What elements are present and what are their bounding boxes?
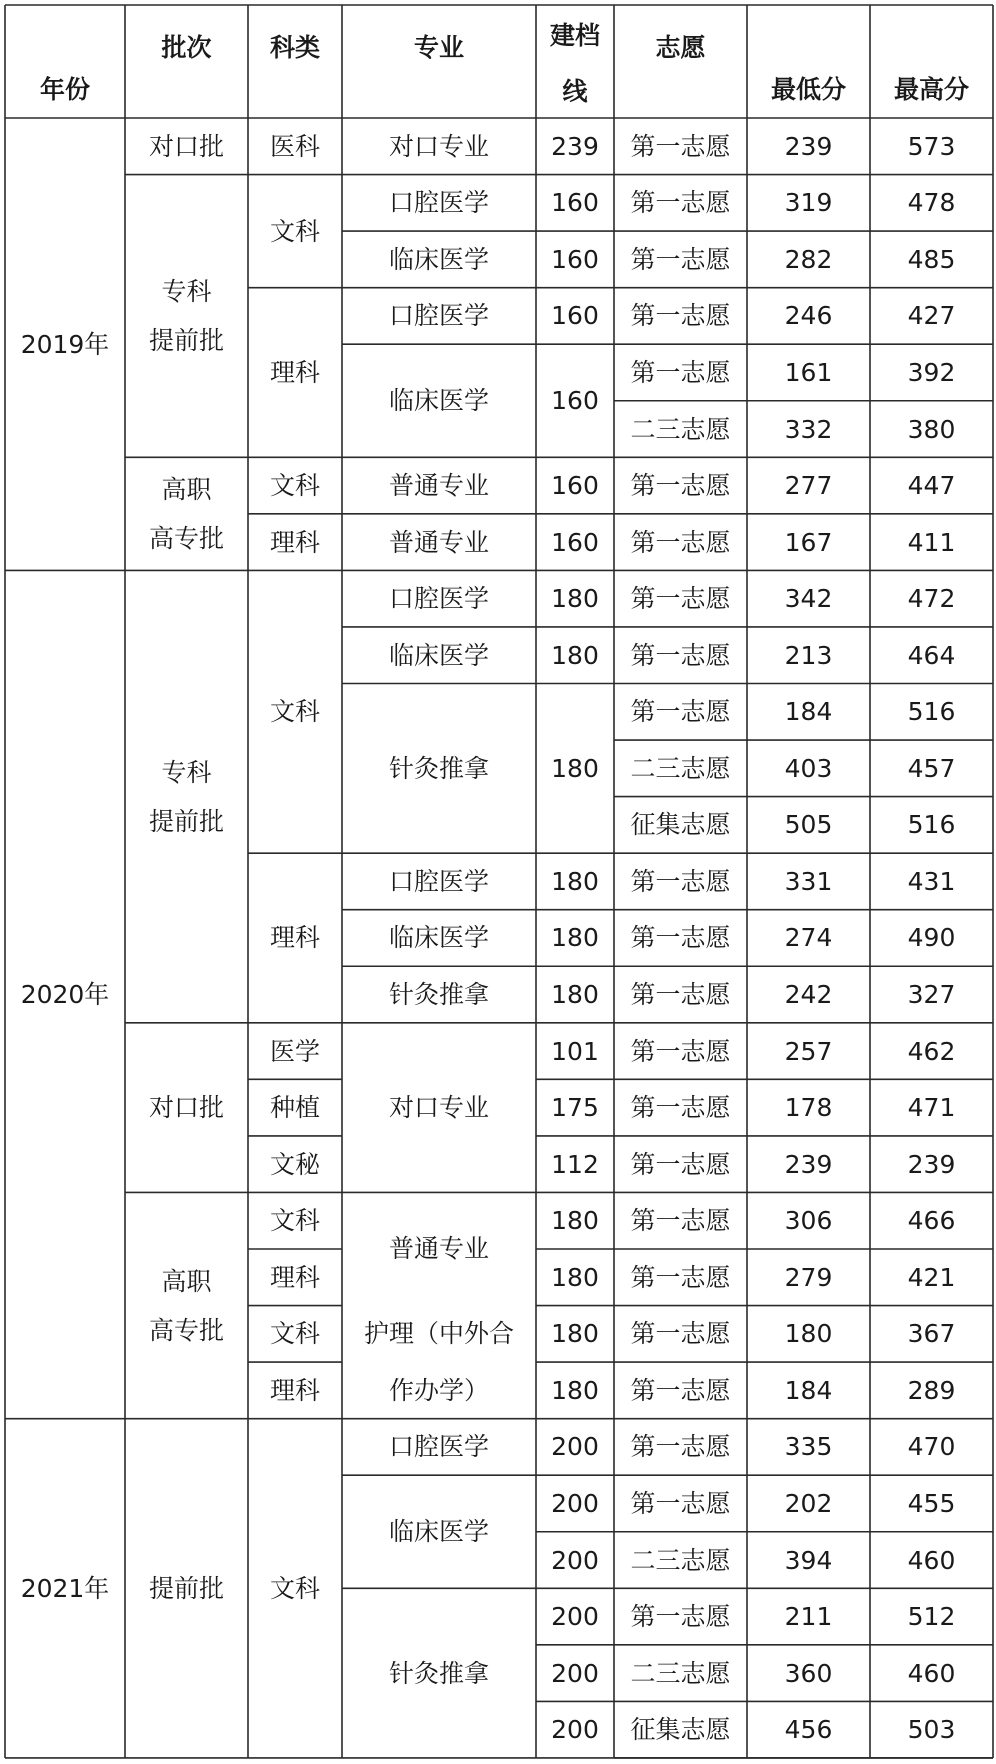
cell-max-score: 466 [907,1206,956,1236]
header-line-bottom: 线 [562,77,588,106]
admission-line-cell: 175 [551,1093,599,1123]
admission-line-cell: 200 [551,1545,599,1575]
subject-cell: 文科 [269,1319,320,1349]
admission-line-cell: 160 [551,301,599,331]
cell-choice: 第一志愿 [630,1036,731,1066]
major-cell: 口腔医学 [388,584,489,614]
batch-cell [125,570,248,1022]
admission-line-cell: 180 [551,1319,599,1349]
cell-choice: 第一志愿 [630,1093,731,1123]
cell-choice: 征集志愿 [630,1715,731,1745]
cell-max-score: 472 [907,584,956,614]
subject-cell: 文科 [269,471,320,501]
admission-line-cell: 180 [551,980,599,1010]
cell-min-score: 274 [784,923,833,953]
major-cell: 针灸推拿 [388,1658,489,1688]
subject-cell: 理科 [269,923,320,953]
header-batch: 批次 [161,33,212,62]
cell-choice: 第一志愿 [630,866,731,896]
cell-max-score: 573 [907,131,956,161]
cell-choice: 第一志愿 [630,244,731,274]
year-2021: 2021年 [20,1573,110,1603]
cell-max-score: 421 [907,1262,956,1292]
cell-min-score: 342 [784,584,833,614]
cell-min-score: 505 [784,810,833,840]
batch-cell: 对口批 [148,131,224,161]
admission-line-cell: 239 [551,131,599,161]
major-cell: 针灸推拿 [388,980,489,1010]
cell-choice: 二三志愿 [630,753,731,783]
cell-max-score: 327 [907,980,956,1010]
admission-line-cell: 180 [551,866,599,896]
cell-max-score: 457 [907,753,956,783]
cell-choice: 征集志愿 [630,810,731,840]
admission-line-cell: 160 [551,188,599,218]
cell-min-score: 178 [784,1093,833,1123]
cell-choice: 第一志愿 [630,131,731,161]
cell-max-score: 516 [907,810,956,840]
cell-min-score: 360 [784,1658,833,1688]
cell-max-score: 411 [907,527,956,557]
cell-min-score: 213 [784,640,833,670]
year-2020: 2020年 [20,980,110,1010]
batch-cell-line: 高专批 [148,523,224,553]
admission-line-cell: 180 [551,1262,599,1292]
admission-line-cell: 101 [551,1036,599,1066]
admission-line-cell: 160 [551,244,599,274]
batch-cell [125,457,248,570]
major-cell: 作办学） [388,1375,489,1405]
cell-min-score: 202 [784,1488,833,1518]
cell-max-score: 239 [907,1149,956,1179]
header-year: 年份 [39,74,90,104]
cell-min-score: 257 [784,1036,833,1066]
batch-cell-line: 专科 [161,757,212,787]
batch-cell-line: 高专批 [148,1315,224,1345]
major-cell: 护理（中外合 [363,1319,514,1349]
admission-line-cell: 180 [551,1375,599,1405]
cell-max-score: 289 [907,1375,956,1405]
cell-min-score: 161 [784,357,833,387]
cell-choice: 第一志愿 [630,697,731,727]
major-cell: 普通专业 [388,527,489,557]
subject-cell: 理科 [269,527,320,557]
batch-cell-line: 提前批 [148,806,224,836]
year-2019: 2019年 [20,329,110,359]
admission-line-cell: 200 [551,1715,599,1745]
cell-choice: 第一志愿 [630,527,731,557]
subject-cell: 文科 [269,216,320,246]
cell-max-score: 490 [907,923,956,953]
cell-min-score: 306 [784,1206,833,1236]
cell-min-score: 332 [784,414,833,444]
cell-choice: 第一志愿 [630,1375,731,1405]
cell-max-score: 367 [907,1319,956,1349]
cell-choice: 二三志愿 [630,1545,731,1575]
cell-choice: 第一志愿 [630,923,731,953]
cell-min-score: 319 [784,188,833,218]
major-cell: 临床医学 [388,244,489,274]
header-min: 最低分 [770,74,846,104]
admission-line-cell: 180 [551,753,599,783]
batch-cell [125,1192,248,1418]
cell-min-score: 277 [784,471,833,501]
admission-line-cell: 200 [551,1488,599,1518]
cell-min-score: 239 [784,131,833,161]
cell-max-score: 470 [907,1432,956,1462]
cell-max-score: 516 [907,697,956,727]
subject-cell: 文科 [269,1573,320,1603]
cell-choice: 第一志愿 [630,1149,731,1179]
admission-line-cell: 160 [551,386,599,416]
major-cell: 口腔医学 [388,188,489,218]
subject-cell: 医学 [269,1036,320,1066]
header-subject: 科类 [269,33,320,62]
major-cell: 临床医学 [388,640,489,670]
subject-cell: 文秘 [269,1149,320,1179]
cell-choice: 第一志愿 [630,1432,731,1462]
header-line-top: 建档 [549,20,600,50]
batch-cell-line: 高职 [161,474,212,504]
admission-line-cell: 180 [551,640,599,670]
cell-min-score: 184 [784,697,833,727]
major-cell: 口腔医学 [388,1432,489,1462]
batch-cell-line: 高职 [161,1266,212,1296]
subject-cell: 医科 [269,131,320,161]
cell-choice: 第一志愿 [630,584,731,614]
cell-max-score: 485 [907,244,956,274]
admission-line-cell: 180 [551,923,599,953]
batch-cell: 提前批 [148,1573,224,1603]
major-cell: 针灸推拿 [388,753,489,783]
cell-min-score: 331 [784,866,833,896]
major-cell: 普通专业 [388,471,489,501]
cell-max-score: 503 [907,1715,956,1745]
admission-line-cell: 160 [551,527,599,557]
cell-min-score: 180 [784,1319,833,1349]
cell-max-score: 431 [907,866,956,896]
cell-max-score: 471 [907,1093,956,1123]
cell-choice: 二三志愿 [630,414,731,444]
cell-choice: 第一志愿 [630,357,731,387]
header-choice: 志愿 [655,33,706,62]
cell-choice: 第一志愿 [630,980,731,1010]
admission-line-cell: 200 [551,1432,599,1462]
admission-line-cell: 200 [551,1658,599,1688]
cell-min-score: 239 [784,1149,833,1179]
cell-min-score: 335 [784,1432,833,1462]
subject-cell: 理科 [269,357,320,387]
cell-choice: 第一志愿 [630,1602,731,1632]
header-major: 专业 [413,33,464,62]
cell-max-score: 462 [907,1036,956,1066]
cell-choice: 第一志愿 [630,301,731,331]
cell-choice: 第一志愿 [630,1488,731,1518]
cell-min-score: 394 [784,1545,833,1575]
major-cell: 口腔医学 [388,301,489,331]
cell-max-score: 447 [907,471,956,501]
cell-min-score: 279 [784,1262,833,1292]
header-max: 最高分 [893,74,969,104]
admission-line-cell: 200 [551,1602,599,1632]
subject-cell: 种植 [269,1093,320,1123]
batch-cell [125,175,248,458]
major-cell: 口腔医学 [388,866,489,896]
major-cell: 对口专业 [388,131,489,161]
cell-choice: 第一志愿 [630,1319,731,1349]
major-cell: 普通专业 [388,1234,489,1264]
cell-choice: 二三志愿 [630,1658,731,1688]
cell-min-score: 184 [784,1375,833,1405]
cell-max-score: 478 [907,188,956,218]
cell-max-score: 460 [907,1545,956,1575]
cell-min-score: 456 [784,1715,833,1745]
cell-max-score: 427 [907,301,956,331]
admission-line-cell: 180 [551,584,599,614]
admission-line-cell: 112 [551,1149,599,1179]
cell-max-score: 455 [907,1488,956,1518]
cell-min-score: 403 [784,753,833,783]
cell-min-score: 282 [784,244,833,274]
major-cell: 临床医学 [388,923,489,953]
major-cell: 临床医学 [388,386,489,416]
subject-cell: 理科 [269,1375,320,1405]
cell-choice: 第一志愿 [630,1262,731,1292]
subject-cell: 理科 [269,1262,320,1292]
major-cell: 对口专业 [388,1093,489,1123]
cell-min-score: 167 [784,527,833,557]
cell-min-score: 242 [784,980,833,1010]
cell-choice: 第一志愿 [630,471,731,501]
cell-choice: 第一志愿 [630,640,731,670]
cell-max-score: 392 [907,357,956,387]
subject-cell: 文科 [269,1206,320,1236]
cell-min-score: 211 [784,1602,833,1632]
cell-max-score: 512 [907,1602,956,1632]
major-cell: 临床医学 [388,1517,489,1547]
cell-max-score: 464 [907,640,956,670]
batch-cell-line: 提前批 [148,325,224,355]
admission-line-cell: 180 [551,1206,599,1236]
cell-max-score: 380 [907,414,956,444]
batch-cell-line: 专科 [161,276,212,306]
cell-min-score: 246 [784,301,833,331]
cell-choice: 第一志愿 [630,188,731,218]
admission-line-cell: 160 [551,471,599,501]
cell-choice: 第一志愿 [630,1206,731,1236]
subject-cell: 文科 [269,697,320,727]
batch-cell: 对口批 [148,1093,224,1123]
cell-max-score: 460 [907,1658,956,1688]
